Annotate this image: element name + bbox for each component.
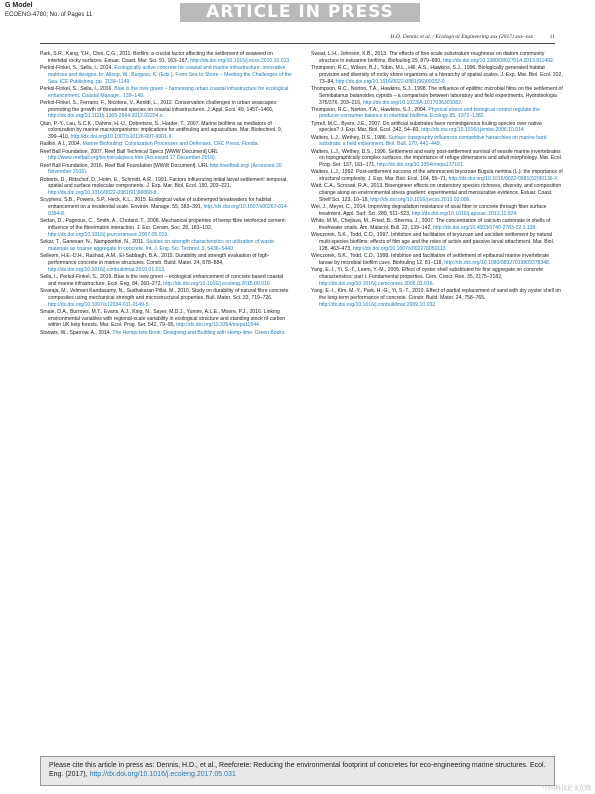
reference-item	[40, 149, 292, 163]
reference-link[interactable]: http://dx.doi.org/10.3354/meps137161.	[377, 162, 465, 169]
reference-text: Thompson, R.C., Norton, T.A., Hawkins, S.J., 2004.	[311, 106, 429, 113]
reference-link[interactable]: http://dx.doi.org/10.1007/s12034-011-0149-5.	[48, 301, 150, 308]
reference-item	[40, 330, 292, 337]
reference-text: Reef Ball Foundation, 2007. Reef Ball Technical Specs [WWW Document] URL	[40, 148, 219, 155]
reference-link[interactable]: http://dx.doi.org/10.4003/0740-2783-22.1.139.	[433, 225, 537, 232]
reference-link[interactable]: http://dx.doi.org/10.1016/j.apsusc.2013.11.024.	[411, 211, 518, 218]
reference-text: Walters, L.J., Wethey, D.S., 1996. Settlement and early post-settlement survival of sessile marine invertebrates on topographically complex surfaces: the importance of refuge dimensions and adult morphology. Mar. Ecol. Prog. Ser. 137, 161–171,	[311, 148, 563, 169]
reference-item	[311, 218, 563, 232]
reference-item	[40, 51, 292, 65]
reference-text: Watt, C.A., Scrosati, R.A., 2013. Bioengineer effects on understory species richness, diversity, and composition change along an environmental stress gradient: experimental and mensurative evidence. Estuar. Coast. Shelf Sci. 123, 10–18,	[311, 183, 562, 204]
reference-text: Sivaraja, M., Velmani Kandasamy, N., Sudhakaran Pillai, M., 2010. Study on durability of natural fibre concrete composites using mechanical strength and microstructural properties. Bull. Mater. Sci. 33, 719–726,	[40, 287, 289, 301]
reference-link[interactable]: http://dx.doi.org/10.1111/j.1365-2664.2012.02204.x.	[48, 113, 164, 120]
reference-link[interactable]: http://dx.doi.org/10.1016/0022-0981(96)00032-0.	[336, 78, 446, 85]
reference-item	[311, 204, 563, 218]
reference-item	[311, 232, 563, 253]
reference-item	[40, 86, 292, 100]
reference-link[interactable]: http://www.reefball.org/technicalspecs.htm (Accessed 17 December 2016).	[48, 155, 217, 162]
reference-link[interactable]: http://dx.doi.org/10.1016/0022-0981(91)90068-8.	[48, 190, 158, 197]
watermark: 中国科技论文在线	[542, 786, 591, 792]
reference-item	[40, 218, 292, 239]
reference-link[interactable]: http://dx.doi.org/10.1016/j.jeurceramsoc.2007.05.019.	[48, 231, 169, 238]
reference-text: Perkol-Finkel, S., Sella, I., 2014.	[40, 64, 115, 71]
reference-text: Roberts, D., Rittschof, D., Holm, E., Schmidt, A.R., 1991. Factors influencing initial larval settlement: temporal, spatial and surface molecular components. J. Exp. Mar. Biol. Ecol. 150, 203–221,	[40, 176, 288, 190]
reference-text: Walters, L.J., 1992. Post-settlement success of the arborescent bryozoan Bugula neritina (L.): the importance of structural complexity. J. Exp. Mar. Biol. Ecol. 164, 55–71,	[311, 169, 563, 183]
reference-link[interactable]: http://dx.doi.org/10.1016/0022-0981(92)90136-X.	[448, 176, 560, 183]
reference-link[interactable]: http://dx.doi.org/10.1016/j.conbuildmat.2010.01.013.	[48, 266, 166, 273]
reference-text: Selleem, H.E.-D.H., Rashad, A.M., El-Sabbagh, B.A., 2010. Durability and strength evaluation of high-performance concrete in marine structures. Constr. Build. Mater. 24, 878–884,	[40, 253, 270, 266]
reference-text: Thompson, R.C., Norton, T.A., Hawkins, S.J., 1998. The influence of epilithic microbial films on the settlement of Semibalanus balanoides cyprids – a comparison between laboratory and field experiments. Hydrobiologia 375/376, 203–216,	[311, 85, 563, 106]
reference-item	[311, 107, 563, 121]
article-code: ECOENG-4780; No. of Pages 11	[5, 12, 93, 18]
reference-item	[311, 135, 563, 149]
reference-text: Thompson, R.C., Wilson, B.J., Tobin, M.L., Hill, A.S., Hawkins, S.J., 1996. Biologically generated habitat provision and diversity of rocky shore organisms at a hierarchy of spatial scales. J. Exp. Mar. Biol. Ecol. 202, 73–84,	[311, 64, 563, 85]
reference-text: Sekar, T., Ganesan, N., Nampoothiri, N., 2011.	[40, 239, 146, 246]
reference-item	[311, 51, 563, 65]
reference-text: Perkol-Finkel, S., Sella, I., 2016.	[40, 85, 115, 92]
reference-item	[40, 288, 292, 309]
reference-link[interactable]: http://dx.doi.org/10.1007/s002270050113.	[353, 245, 447, 252]
reference-item	[40, 274, 292, 288]
reference-text: Reef Ball Foundation, 2016. Reef Ball Foundation [WWW Document]. URL	[40, 162, 210, 169]
references-right-column	[311, 51, 563, 309]
reference-link[interactable]: http://dx.doi.org/10.1016/j.ecss.2013.02.006.	[370, 197, 471, 204]
reference-link[interactable]: Marine Biofouling: Colonization Processes and Defenses. CRC Press, Florida.	[82, 141, 259, 148]
reference-item	[40, 177, 292, 198]
reference-text: Scyphers, S.B., Powers, S.P., Heck, K.L., 2015. Ecological value of submerged breakwaters for habitat enhancement on a residential scale. Environ. Manage. 55, 383–391,	[40, 197, 272, 211]
citation-doi-link[interactable]: http://dx.doi.org/10.1016/j.ecoleng.2017.05.031	[89, 771, 236, 778]
gmodel-label: G Model	[5, 2, 33, 9]
reference-text: Yang, E.-I., Yi, S.-T., Leem, Y.-M., 2005. Effect of oyster shell substituted for fine aggregate on concrete characteristics: part I. Fundamental properties. Cem. Concr. Res. 35, 2175–2182,	[311, 267, 544, 280]
reference-link[interactable]: Ecologically active concrete for coastal and marine infrastructure: innovative matrices and designs. In: Allsop, W., Burgess, K. (Eds.), From Sea to Shore – Meeting the Challenges of the Sea. ICE Publishing, pp. 1139–1149.	[48, 64, 292, 85]
reference-link[interactable]: The Hempcrete Book: Designing and Building with Hemp-lime. Green Books.	[112, 329, 286, 336]
page-header	[0, 0, 595, 22]
reference-text: Walters, L.J., Wethey, D.S., 1986.	[311, 134, 389, 141]
reference-link[interactable]: http://dx.doi.org/10.1080/08927014.2013.811492.	[443, 57, 555, 64]
reference-link[interactable]: http://dx.doi.org/10.1080/08927019809378348.	[444, 259, 551, 266]
reference-item	[311, 253, 563, 267]
reference-link[interactable]: http://reefball.org/ (Accessed 20 November 2016).	[48, 162, 282, 176]
reference-text: Sella, I., Perkol-Finkel, S., 2015. Blue is the new green – ecological enhancement of concrete based coastal and marine infrastructure. Ecol. Eng. 84, 260–272,	[40, 273, 284, 287]
article-in-press-banner: ARTICLE IN PRESS	[180, 3, 420, 22]
reference-text: Sweat, L.H., Johnson, K.B., 2013. The effects of fine-scale substratum roughness on diatom community structure in estuarine biofilms. Biofouling 29, 879–890,	[311, 51, 545, 64]
reference-text: Smale, D.A., Burrows, M.T., Evans, A.J., King, N., Sayer, M.D.J., Yunnie, A.L.E., Moore, P.J., 2016. Linking environmental variables with regional-scale variability in ecological structure and standing stock of carbon within UK kelp forests. Mar. Ecol. Prog. Ser. 542, 79–95,	[40, 308, 286, 329]
reference-item	[40, 239, 292, 253]
reference-item	[40, 100, 292, 121]
reference-item	[311, 121, 563, 135]
reference-item	[40, 65, 292, 86]
running-head	[40, 32, 555, 42]
reference-text: Tyrrell, M.C., Byers, J.E., 2007. Do artificial substrates favor nonindigenous fouling species over native species? J. Exp. Mar. Biol. Ecol. 342, 54–60,	[311, 120, 542, 134]
reference-link[interactable]: http://dx.doi.org/10.1016/j.conbuildmat.2009.10.032.	[319, 301, 437, 308]
reference-link[interactable]: http://dx.doi.org/10.1016/j.ecoleng.2015.09.016.	[163, 280, 272, 287]
reference-item	[40, 141, 292, 148]
reference-item	[311, 169, 563, 183]
page-number: 11	[549, 34, 555, 40]
header-rule	[40, 43, 555, 44]
reference-text: Railkin, A.I., 2004.	[40, 141, 83, 148]
reference-link[interactable]: http://dx.doi.org/10.1016/j.cemconres.2005.03.016.	[319, 280, 434, 287]
reference-text: Wei, J., Meyer, C., 2014. Improving degradation resistance of sisal fiber in concrete through fiber surface treatment. Appl. Surf. Sci. 289, 511–523,	[311, 204, 547, 218]
reference-text: Stanwix, W., Sparrow, A., 2014.	[40, 329, 113, 336]
journal-line: H.D. Dennis et al. / Ecological Engineering xxx (2017) xxx–xxx	[390, 34, 533, 40]
reference-item	[311, 288, 563, 309]
reference-item	[311, 267, 563, 288]
reference-item	[40, 197, 292, 218]
reference-text: Sedan, D., Pagnoux, C., Smith, A., Chotard, T., 2008. Mechanical properties of hemp fibre reinforced cement: influence of the fibre/matrix interaction. J. Eur. Ceram. Soc. 28, 183–192,	[40, 218, 286, 232]
reference-text: Wieczorek, S.K., Todd, C.D., 1998. Inhibition and facilitation of settlement of epifaunal marine invertebrate larvae by microbial biofilm cues. Biofouling 12, 81–118,	[311, 253, 550, 266]
reference-link[interactable]: http://dx.doi.org/10.1016/j.jembe.2006.10.014.	[421, 127, 526, 134]
references-left-column	[40, 51, 292, 337]
reference-item	[311, 86, 563, 107]
reference-text: Park, S.R., Kang, Y.H., Choi, C.G., 2011. Biofilm: a crucial factor affecting the settlement of seaweed on intertidal rocky surfaces. Estuar. Coast. Mar. Sci. 91, 163–167,	[40, 51, 273, 64]
reference-link[interactable]: Studies on strength characteristics on utilization of waste materials as coarse aggregate in concrete. Int. J. Eng. Sci. Technol. 3, 5436–5440.	[48, 239, 274, 252]
reference-link[interactable]: http://dx.doi.org/10.1023/A:1017036301082.	[362, 99, 463, 106]
reference-text: Perkol-Finkel, S., Ferrario, F., Nicotera, V., Airoldi, L., 2012. Conservation challenges in urban seascapes: promoting the growth of threatened species on coastal infrastructures. J. Appl. Ecol. 49, 1457–1466,	[40, 99, 278, 113]
reference-link[interactable]: http://dx.doi.org/10.1016/j.ecss.2010.10.013.	[190, 57, 291, 64]
reference-item	[311, 149, 563, 170]
reference-link[interactable]: http://dx.doi.org/10.3354/meps11544.	[176, 322, 261, 329]
reference-item	[40, 253, 292, 274]
reference-text: White, M.M., Chejlava, M., Fried, B., Sherma, J., 2007. The concentration of calcium carbonate in shells of freshwater snails. Am. Malacol. Bull. 22, 139–142,	[311, 218, 551, 232]
reference-text: Wieczorek, S.K., Todd, C.D., 1997. Inhibition and facilitation of bryozoan and ascidian settlement by natural multi-species biofilms: effects of film age and the roles of active and passive larval attachment. Mar. Biol. 128, 463–473,	[311, 232, 555, 252]
reference-text: Qian, P.-Y., Lau, S.C.K., Dahms, H.-U., Dobretsov, S., Harder, T., 2007. Marine biofilms as mediators of colonization by marine macroorganisms: implications for antifouling and aquaculture. Mar. Biotechnol. 9, 399–410,	[40, 120, 283, 141]
reference-item	[311, 65, 563, 86]
citation-footer	[40, 756, 555, 786]
reference-item	[40, 309, 292, 330]
reference-item	[40, 121, 292, 142]
reference-text: Yang, E.-I., Kim, M.-Y., Park, H.-G., Yi, S.-T., 2010. Effect of partial replacement of sand with dry oyster shell on the long-term performance of concrete. Constr. Build. Mater. 24, 758–765,	[311, 287, 561, 301]
reference-link[interactable]: http://dx.doi.org/10.1007/s00267-014-0394-8.	[48, 204, 289, 218]
citation-text: Please cite this article in press as: Dennis, H.D., et al., Reefcrete: Reducing the environmental footprint of concretes for eco-engineering marine structures. Ecol. Eng. (2017),	[49, 762, 546, 778]
reference-item	[40, 163, 292, 177]
reference-item	[311, 183, 563, 204]
reference-link[interactable]: http://dx.doi.org/10.1007/s10126-007-9001-9.	[70, 134, 173, 141]
reference-link[interactable]: Surface topography influences competitive hierarchies on marine hard substrata: a field experiment. Biol. Bull. 170, 441–449.	[319, 134, 547, 148]
reference-link[interactable]: Physical stress and biological control regulate the producer-consumer balance in intertidal biofilms. Ecology 85, 1372–1382.	[319, 106, 540, 120]
reference-link[interactable]: Blue is the new green – harnessing urban coastal infrastructure for ecological enhancement. Coastal Manage., 139–149.	[48, 85, 289, 99]
